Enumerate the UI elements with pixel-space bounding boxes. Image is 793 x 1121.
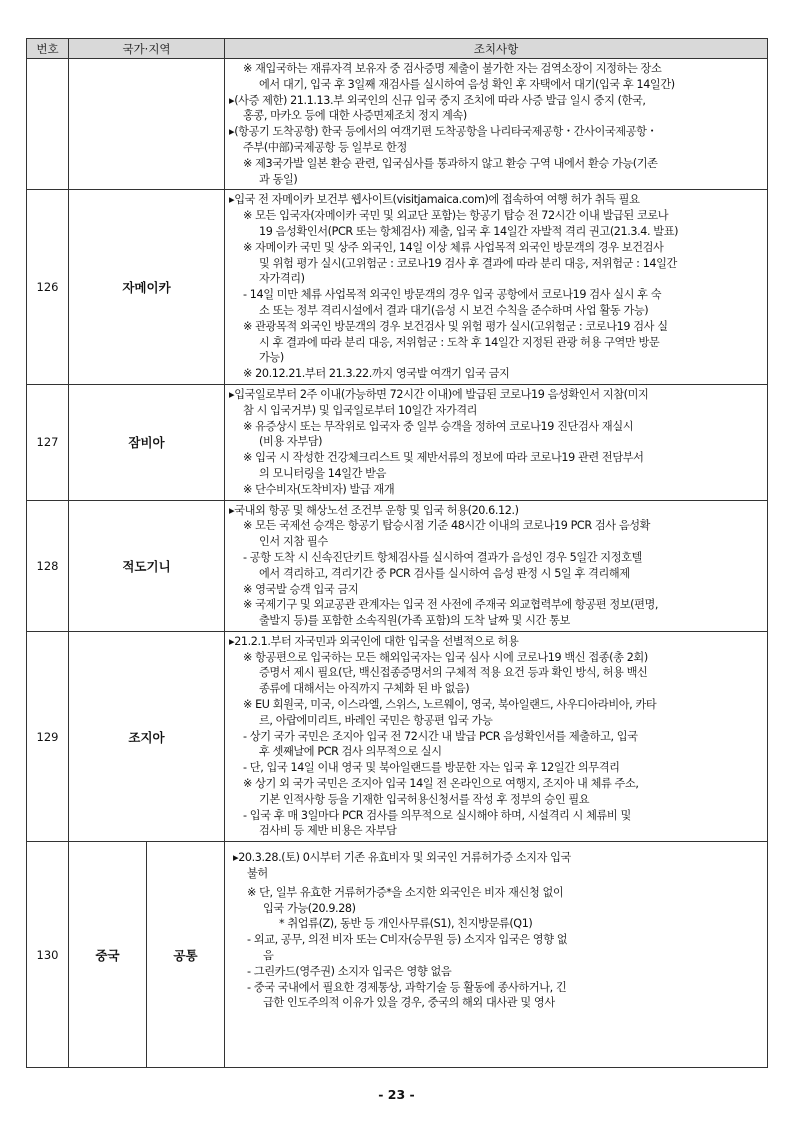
text-line: - 공항 도착 시 신속진단키트 항체검사를 실시하여 결과가 음성인 경우 5일간 지정호텔 xyxy=(243,550,642,564)
text-line: 의 모니터링을 14일간 받음 xyxy=(259,466,386,480)
text-line: 에서 격리하고, 격리기간 중 PCR 검사를 실시하여 음성 판정 시 5일 후 격리해제 xyxy=(259,566,630,580)
text-line: 종류에 대해서는 아직까지 구체화 된 바 없음) xyxy=(259,682,470,696)
text-line: ▸입국 전 자메이카 보건부 웹사이트(visitjamaica.com)에 접속하여 여행 허가 취득 필요 xyxy=(229,193,640,207)
text-line: ※ 영국발 승객 입국 금지 xyxy=(243,582,359,596)
text-line: 검사비 등 제반 비용은 자부담 xyxy=(259,824,397,838)
text-line: 후 셋째날에 PCR 검사 의무적으로 실시 xyxy=(259,745,442,759)
page-number: - 23 - xyxy=(378,1087,415,1102)
text-line: ※ 항공편으로 입국하는 모든 해외입국자는 입국 심사 시에 코로나19 백신 접종(총 2회) xyxy=(243,650,648,664)
text-line: 불허 xyxy=(247,867,268,881)
text-line: ※ 상기 외 국가 국민은 조지아 입국 14일 전 온라인으로 여행지, 조지아 내 체류 주소, xyxy=(243,777,639,791)
text-line: ▸입국일로부터 2주 이내(가능하면 72시간 이내)에 발급된 코로나19 음성확인서 지참(미지 xyxy=(229,387,649,401)
text-line: 주부(中部)국제공항 등 일부로 한정 xyxy=(243,140,407,154)
text-line: 르, 아랍에미리트, 바레인 국민은 항공편 입국 가능 xyxy=(259,713,493,727)
cell-measure xyxy=(225,500,768,631)
cell-measure xyxy=(225,842,768,1068)
header-no: 번호 xyxy=(27,39,69,59)
text-line: * 취업류(Z), 동반 등 개인사무류(S1), 친지방문류(Q1) xyxy=(279,917,533,931)
text-line: ※ 재입국하는 재류자격 보유자 중 검사증명 제출이 불가한 자는 검역소장이 지정하는 장소 xyxy=(243,62,662,75)
header-nation: 국가·지역 xyxy=(69,39,225,59)
text-line: ※ 20.12.21.부터 21.3.22.까지 영국발 여객기 입국 금지 xyxy=(243,367,510,381)
text-line: 및 위험 평가 실시(고위험군 : 코로나19 검사 후 결과에 따라 분리 대응, 저위험군 : 14일간 xyxy=(259,256,677,270)
text-line: ※ 관광목적 외국인 방문객의 경우 보건검사 및 위험 평가 실시(고위험군 : 코로나19 검사 실 xyxy=(243,319,668,333)
text-line: ※ 국제기구 및 외교공관 관계자는 입국 전 사전에 주재국 외교협력부에 항공편 정보(편명, xyxy=(243,598,659,612)
text-line: - 단, 입국 14일 이내 영국 및 북아일랜드를 방문한 자는 입국 후 12일간 의무격리 xyxy=(243,761,620,775)
text-line: 소 또는 정부 격리시설에서 결과 대기(음성 시 보건 수칙을 준수하며 사업 활동 가능) xyxy=(259,303,649,317)
country-name: 자메이카 xyxy=(69,190,225,385)
text-line: ※ 단수비자(도착비자) 발급 재개 xyxy=(243,482,395,496)
measures-table xyxy=(26,38,768,1068)
text-line: - 상기 국가 국민은 조지아 입국 전 72시간 내 발급 PCR 음성확인서를 제출하고, 입국 xyxy=(243,729,638,743)
text-line: 참 시 입국거부) 및 입국일로부터 10일간 자가격리 xyxy=(243,403,478,417)
country-name: 적도기니 xyxy=(69,500,225,631)
text-line: 홍콩, 마카오 등에 대한 사증면제조치 정지 계속) xyxy=(243,109,467,123)
text-line: ※ 제3국가발 일본 환승 관련, 입국심사를 통과하지 않고 환승 구역 내에서 환승 가능(기존 xyxy=(243,156,658,170)
cell-measure xyxy=(225,190,768,385)
text-line: 인서 지참 필수 xyxy=(259,535,328,549)
text-line: 19 음성확인서(PCR 또는 항체검사) 제출, 입국 후 14일간 자발적 격리 권고(21.3.4. 발표) xyxy=(259,224,679,238)
text-line: (비용 자부담) xyxy=(259,435,323,449)
cell-nation-split xyxy=(69,842,225,1068)
text-line: ※ 모든 국제선 승객은 항공기 탑승시점 기준 48시간 이내의 코로나19 PCR 검사 음성확 xyxy=(243,519,651,533)
text-line: ▸(항공기 도착공항) 한국 등에서의 여객기편 도착공항을 나리타국제공항・간사이국제공항・ xyxy=(229,125,658,139)
text-line: 급한 인도주의적 이유가 있을 경우, 중국의 해외 대사관 및 영사 xyxy=(263,996,555,1010)
cell-measure xyxy=(225,631,768,841)
text-line: ▸20.3.28.(토) 0시부터 기존 유효비자 및 외국인 거류허가증 소지자 입국 xyxy=(233,851,571,865)
table-header-row xyxy=(27,39,768,59)
country-name: 조지아 xyxy=(69,631,225,841)
text-line: - 중국 국내에서 필요한 경제통상, 과학기술 등 활동에 종사하거나, 긴 xyxy=(247,980,567,994)
country-name: 중국 xyxy=(69,842,147,1067)
table-row-129 xyxy=(27,631,768,841)
nation-subtable xyxy=(69,842,224,1067)
text-line: ※ 자메이카 국민 및 상주 외국인, 14일 이상 체류 사업목적 외국인 방문객의 경우 보건검사 xyxy=(243,240,664,254)
table-row-130 xyxy=(27,842,768,1068)
sub-region: 공통 xyxy=(173,947,198,963)
text-line: ※ 유증상시 또는 무작위로 입국자 중 일부 승객을 정하여 코로나19 진단검사 재실시 xyxy=(243,419,634,433)
row-number: 127 xyxy=(27,384,69,500)
text-line: - 그린카드(영주권) 소지자 입국은 영향 없음 xyxy=(247,964,452,978)
table-row-continuation xyxy=(27,59,768,190)
text-line: ▸국내외 항공 및 해상노선 조건부 운항 및 입국 허용(20.6.12.) xyxy=(229,503,519,517)
text-line: 자가격리) xyxy=(259,272,305,286)
text-line: ※ 입국 시 작성한 건강체크리스트 및 제반서류의 정보에 따라 코로나19 관련 전담부서 xyxy=(243,451,644,465)
text-line: 입국 가능(20.9.28) xyxy=(263,901,356,915)
table-row-126 xyxy=(27,190,768,385)
cell-measure xyxy=(225,59,768,190)
text-line: ▸(사증 제한) 21.1.13.부 외국인의 신규 입국 중지 조치에 따라 사증 발급 일시 중지 (한국, xyxy=(229,93,646,107)
country-name: 잠비아 xyxy=(69,384,225,500)
text-line: ※ 단, 일부 유효한 거류허가증*을 소지한 외국인은 비자 재신청 없이 xyxy=(247,885,564,899)
text-line: 시 후 결과에 따라 분리 대응, 저위험군 : 도착 후 14일간 지정된 관광 허용 구역만 방문 xyxy=(259,335,660,349)
row-number: 129 xyxy=(27,631,69,841)
header-measure: 조치사항 xyxy=(225,39,768,59)
text-line: 에서 대기, 입국 후 3일째 재검사를 실시하여 음성 확인 후 자택에서 대기(입국 후 14일간) xyxy=(259,77,675,91)
text-line: 기본 인적사항 등을 기재한 입국허용신청서를 작성 후 정부의 승인 필요 xyxy=(259,792,590,806)
text-line: - 14일 미만 체류 사업목적 외국인 방문객의 경우 입국 공항에서 코로나19 검사 실시 후 숙 xyxy=(243,288,662,302)
text-line: 과 동일) xyxy=(259,172,298,186)
table-row-128 xyxy=(27,500,768,631)
text-line: 증명서 제시 필요(단, 백신접종증명서의 구체적 적용 요건 등과 확인 방식, 허용 백신 xyxy=(259,666,648,680)
text-line: ※ 모든 입국자(자메이카 국민 및 외교단 포함)는 항공기 탑승 전 72시간 이내 발급된 코로나 xyxy=(243,209,669,223)
row-number: 128 xyxy=(27,500,69,631)
table-row-127 xyxy=(27,384,768,500)
row-number: 126 xyxy=(27,190,69,385)
cell-measure xyxy=(225,384,768,500)
cell-nation-empty xyxy=(69,59,225,190)
text-line: - 외교, 공무, 의전 비자 또는 C비자(승무원 등) 소지자 입국은 영향 없 xyxy=(247,933,568,947)
text-line: 가능) xyxy=(259,351,284,365)
text-line: 출발지 등)를 포함한 소속직원(가족 포함)의 도착 날짜 및 시간 통보 xyxy=(259,614,570,628)
text-line: ※ EU 회원국, 미국, 이스라엘, 스위스, 노르웨이, 영국, 북아일랜드, 사우디아라비아, 카타 xyxy=(243,698,657,712)
text-line: - 입국 후 매 3일마다 PCR 검사를 의무적으로 실시해야 하며, 시설격리 시 체류비 및 xyxy=(243,808,631,822)
row-number: 130 xyxy=(27,842,69,1068)
text-line: 음 xyxy=(263,949,274,963)
text-line: ▸21.2.1.부터 자국민과 외국인에 대한 입국을 선별적으로 허용 xyxy=(229,634,519,648)
cell-no-empty xyxy=(27,59,69,190)
